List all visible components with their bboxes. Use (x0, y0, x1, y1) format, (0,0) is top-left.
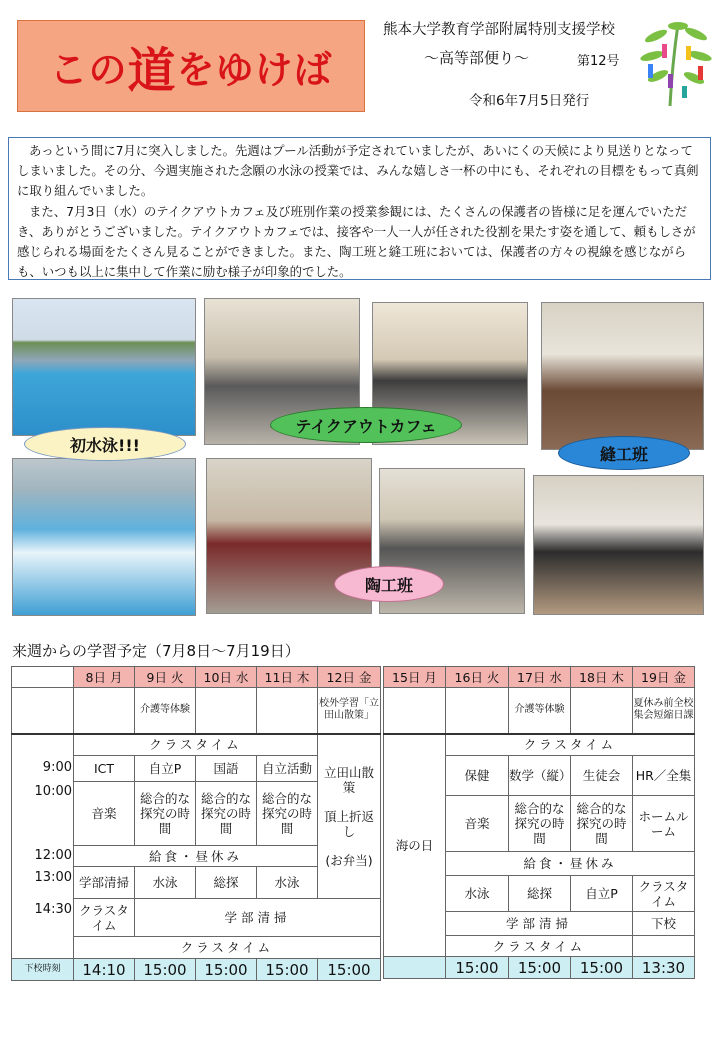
period1-cell: 自立活動 (257, 756, 318, 782)
time-label: 14:30 (34, 902, 72, 917)
event-cell: 夏休み前全校集会短縮日課 (633, 688, 695, 734)
event-cell (571, 688, 633, 734)
day-header: 9日 火 (135, 667, 196, 688)
day-header: 15日 月 (384, 667, 446, 688)
period1-cell: 自立P (135, 756, 196, 782)
exit-time: 14:10 (74, 959, 135, 981)
period3-cell: 総探 (196, 867, 257, 899)
day-header: 8日 月 (74, 667, 135, 688)
period2-cell: 音楽 (74, 782, 135, 846)
period2-cell: 総合的な探究の時間 (509, 796, 571, 852)
leave-cell: 下校 (633, 912, 695, 936)
period1-cell: 国語 (196, 756, 257, 782)
event-cell (196, 688, 257, 734)
period1-cell: 生徒会 (571, 756, 633, 796)
schedule-title: 来週からの学習予定（7月8日～7月19日） (12, 642, 300, 660)
period1-cell: 保健 (446, 756, 509, 796)
end-class-time: クラスタイム (446, 936, 633, 957)
pottery-caption: 陶工班 (334, 566, 444, 602)
intro-text-box (8, 137, 711, 280)
event-cell (384, 688, 446, 734)
cleaning-cell: 学部清掃 (135, 899, 381, 937)
holiday-cell: 海の日 (384, 734, 446, 957)
title-part-b: 道 (127, 42, 177, 99)
time-label: 12:00 (34, 848, 72, 863)
period4-cell: クラスタイム (74, 899, 135, 937)
exit-time: 13:30 (633, 957, 695, 979)
day-header: 17日 水 (509, 667, 571, 688)
swimming-photo-2 (12, 458, 196, 616)
issue-number: 第12号 (577, 54, 620, 69)
title-part-a: この (49, 46, 128, 92)
sewing-photo-2 (533, 475, 704, 615)
day-header: 16日 火 (446, 667, 509, 688)
friday-outing (318, 734, 381, 899)
period3-cell: 自立P (571, 876, 633, 912)
schedule-week2 (383, 666, 695, 979)
exit-time: 15:00 (135, 959, 196, 981)
period2-cell: 総合的な探究の時間 (196, 782, 257, 846)
sewing-photo-1 (541, 302, 704, 450)
time-label: 10:00 (34, 784, 72, 799)
sewing-caption: 縫工班 (558, 436, 690, 470)
class-time: クラスタイム (74, 734, 318, 756)
day-header: 12日 金 (318, 667, 381, 688)
day-header: 19日 金 (633, 667, 695, 688)
cleaning-cell: 学部清掃 (446, 912, 633, 936)
fri-block-b: 頂上折返し (323, 808, 374, 839)
period1-cell: 数学（縦） (509, 756, 571, 796)
exit-time: 15:00 (257, 959, 318, 981)
period3-cell: 学部清掃 (74, 867, 135, 899)
class-time: クラスタイム (446, 734, 695, 756)
cafe-caption: テイクアウトカフェ (270, 407, 462, 443)
title-part-c: をゆけば (176, 46, 333, 92)
intro-paragraph-2: また、7月3日（水）のテイクアウトカフェ及び班別作業の授業参観には、たくさんの保護者の皆様に足を運んでいただき、ありがとうございました。テイクアウトカフェでは、接客や一人一人が任された役割を果たす姿を通して、頼もしさが感じられる場面をたくさん見ることができました。また、陶工班と縫工班においては、保護者の方々の視線を感じながらも、いつも以上に集中して作業に励む様子が印象的でした。 (17, 203, 696, 280)
fri-block-c: (お弁当) (325, 852, 373, 868)
exit-time: 15:00 (196, 959, 257, 981)
period3-cell: 水泳 (257, 867, 318, 899)
period1-cell: ICT (74, 756, 135, 782)
period3-cell: 水泳 (135, 867, 196, 899)
newsletter-title (17, 20, 365, 112)
exit-time: 15:00 (318, 959, 381, 981)
period2-cell: 総合的な探究の時間 (135, 782, 196, 846)
schedule-week1 (11, 666, 381, 981)
time-label: 9:00 (42, 760, 72, 775)
swimming-photo-1 (12, 298, 196, 436)
exit-time: 15:00 (509, 957, 571, 979)
newsletter-subtitle: ～高等部便り～ (424, 49, 530, 67)
day-header: 18日 木 (571, 667, 633, 688)
event-cell: 校外学習「立田山散策」 (318, 688, 381, 734)
period2-cell: ホームルーム (633, 796, 695, 852)
period3-cell: 水泳 (446, 876, 509, 912)
day-header: 10日 水 (196, 667, 257, 688)
event-cell: 介護等体験 (509, 688, 571, 734)
exit-time: 15:00 (571, 957, 633, 979)
period1-cell: HR／全集 (633, 756, 695, 796)
period3-cell: 総探 (509, 876, 571, 912)
period2-cell: 総合的な探究の時間 (257, 782, 318, 846)
period2-cell: 総合的な探究の時間 (571, 796, 633, 852)
swim-caption: 初水泳!!! (24, 427, 186, 461)
school-name: 熊本大学教育学部附属特別支援学校 (383, 22, 615, 38)
lunch-break: 給食・昼休み (74, 846, 318, 867)
time-label: 13:00 (34, 870, 72, 885)
fri-block-a: 立田山散策 (323, 764, 374, 795)
period3-cell: クラスタイム (633, 876, 695, 912)
event-cell (257, 688, 318, 734)
event-cell: 介護等体験 (135, 688, 196, 734)
intro-paragraph-1: あっという間に7月に突入しました。先週はプール活動が予定されていましたが、あいにくの天候により見送りとなってしまいました。その分、今週実施された念願の水泳の授業では、みんな嬉しさ一杯の中にも、それぞれの目標をもって真剣に取り組んでいました。 (17, 143, 699, 199)
lunch-break: 給食・昼休み (446, 852, 695, 876)
exit-time: 15:00 (446, 957, 509, 979)
tanabata-bamboo-icon (638, 16, 714, 110)
end-class-time: クラスタイム (74, 937, 381, 959)
event-cell (74, 688, 135, 734)
event-cell (446, 688, 509, 734)
day-header: 11日 木 (257, 667, 318, 688)
period2-cell: 音楽 (446, 796, 509, 852)
exit-time-label: 下校時刻 (12, 959, 74, 981)
issue-date: 令和6年7月5日発行 (469, 93, 590, 109)
